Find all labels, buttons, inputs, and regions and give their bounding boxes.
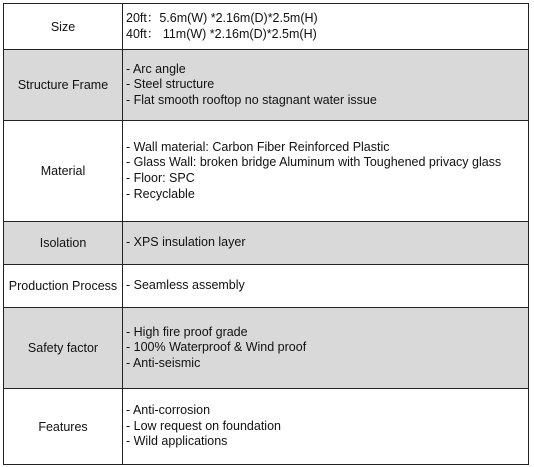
spec-table xyxy=(3,3,529,465)
value-line: - Recyclable xyxy=(126,186,195,201)
row-label: Material xyxy=(4,121,123,222)
value-line: - Arc angle xyxy=(126,61,186,76)
value-line: - Steel structure xyxy=(126,77,215,92)
row-label: Safety factor xyxy=(4,308,123,389)
row-value xyxy=(123,308,529,389)
value-line: - Seamless assembly xyxy=(126,278,245,293)
table-row-features xyxy=(4,389,529,465)
value-line: - 100% Waterproof & Wind proof xyxy=(126,340,307,355)
row-value xyxy=(123,222,529,265)
value-line: - Wall material: Carbon Fiber Reinforced Plastic xyxy=(126,139,390,154)
value-line: - Wild applications xyxy=(126,434,228,449)
table-row-size xyxy=(4,4,529,50)
value-line: - Anti-seismic xyxy=(126,355,201,370)
table-row-isolation xyxy=(4,222,529,265)
row-value xyxy=(123,121,529,222)
row-value xyxy=(123,389,529,465)
row-label: Features xyxy=(4,389,123,465)
value-line: - High fire proof grade xyxy=(126,324,248,339)
value-line: - Low request on foundation xyxy=(126,418,281,433)
value-line: - Flat smooth rooftop no stagnant water issue xyxy=(126,92,377,107)
row-label: Isolation xyxy=(4,222,123,265)
row-label: Size xyxy=(4,4,123,50)
value-line: - Floor: SPC xyxy=(126,171,195,185)
table-row-production-process xyxy=(4,265,529,308)
row-label: Production Process xyxy=(4,265,123,308)
row-label: Structure Frame xyxy=(4,50,123,121)
row-value xyxy=(123,50,529,121)
value-line: - XPS insulation layer xyxy=(126,235,246,250)
row-value xyxy=(123,265,529,308)
value-line: 20ft：5.6m(W) *2.16m(D)*2.5m(H) xyxy=(126,10,318,25)
table-row-material xyxy=(4,121,529,222)
table-row-safety-factor xyxy=(4,308,529,389)
value-line: - Glass Wall: broken bridge Aluminum with Toughened privacy glass xyxy=(126,155,502,170)
value-line: 40ft： 11m(W) *2.16m(D)*2.5m(H) xyxy=(126,26,317,41)
value-line: - Anti-corrosion xyxy=(126,403,211,418)
row-value xyxy=(123,4,529,50)
table-row-structure-frame xyxy=(4,50,529,121)
